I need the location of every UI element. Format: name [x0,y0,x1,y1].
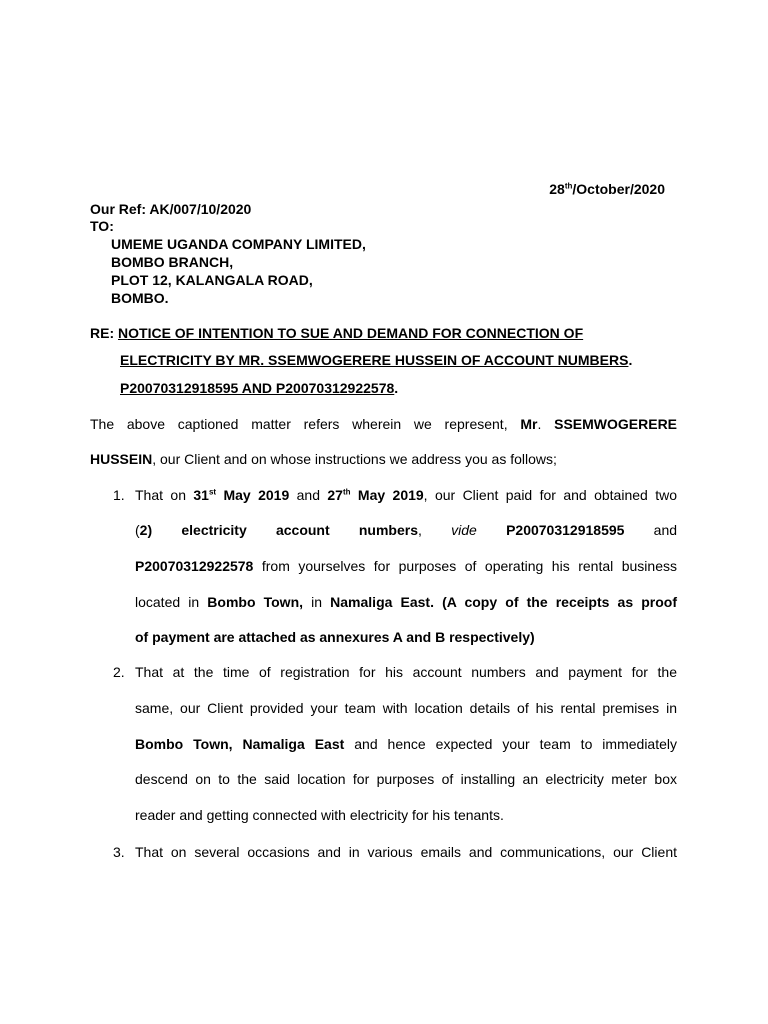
item-2-line-2: same, our Client provided your team with location details of his rental premises in [135,700,677,716]
item-1-line-1: That on 31st May 2019 and 27th May 2019, our Client paid for and obtained two [135,487,677,503]
subject-line-3: P20070312918595 AND P20070312922578. [120,380,399,396]
item-3-line-1: That on several occasions and in various emails and communications, our Client [135,844,677,860]
item-1-line-3: P20070312922578 from yourselves for purposes of operating his rental business [135,558,677,574]
to-label: TO: [90,218,114,234]
item-2-line-4: descend on to the said location for purposes of installing an electricity meter box [135,771,677,787]
address-line-3: PLOT 12, KALANGALA ROAD, [111,272,313,288]
item-number: 1. [113,487,125,503]
item-number: 2. [113,664,125,680]
address-line-1: UMEME UGANDA COMPANY LIMITED, [111,236,366,252]
intro-line-1: The above captioned matter refers wherein we represent, Mr. SSEMWOGERERE [90,416,678,432]
item-2-line-1: That at the time of registration for his account numbers and payment for the [135,664,677,680]
item-2-line-5: reader and getting connected with electricity for his tenants. [135,807,504,823]
item-number: 3. [113,844,125,860]
subject-prefix: RE: [90,325,115,341]
address-line-4: BOMBO. [111,290,169,306]
subject-line-1 [90,325,583,341]
intro-line-2: HUSSEIN, our Client and on whose instructions we address you as follows; [90,451,557,467]
our-reference: Our Ref: AK/007/10/2020 [90,201,252,217]
item-1-line-5: of payment are attached as annexures A and B respectively) [135,629,535,645]
address-line-2: BOMBO BRANCH, [111,254,234,270]
item-1-line-4: located in Bombo Town, in Namaliga East. (A copy of the receipts as proof [135,594,677,610]
subject-text-1: NOTICE OF INTENTION TO SUE AND DEMAND FOR CONNECTION OF [118,325,584,341]
letter-date: 28th/October/2020 [549,181,665,197]
subject-line-2: ELECTRICITY BY MR. SSEMWOGERERE HUSSEIN OF ACCOUNT NUMBERS. [120,352,633,368]
item-1-line-2: (2) electricity account numbers, vide P20070312918595 and [135,522,678,538]
item-2-line-3: Bombo Town, Namaliga East and hence expected your team to immediately [135,736,677,752]
